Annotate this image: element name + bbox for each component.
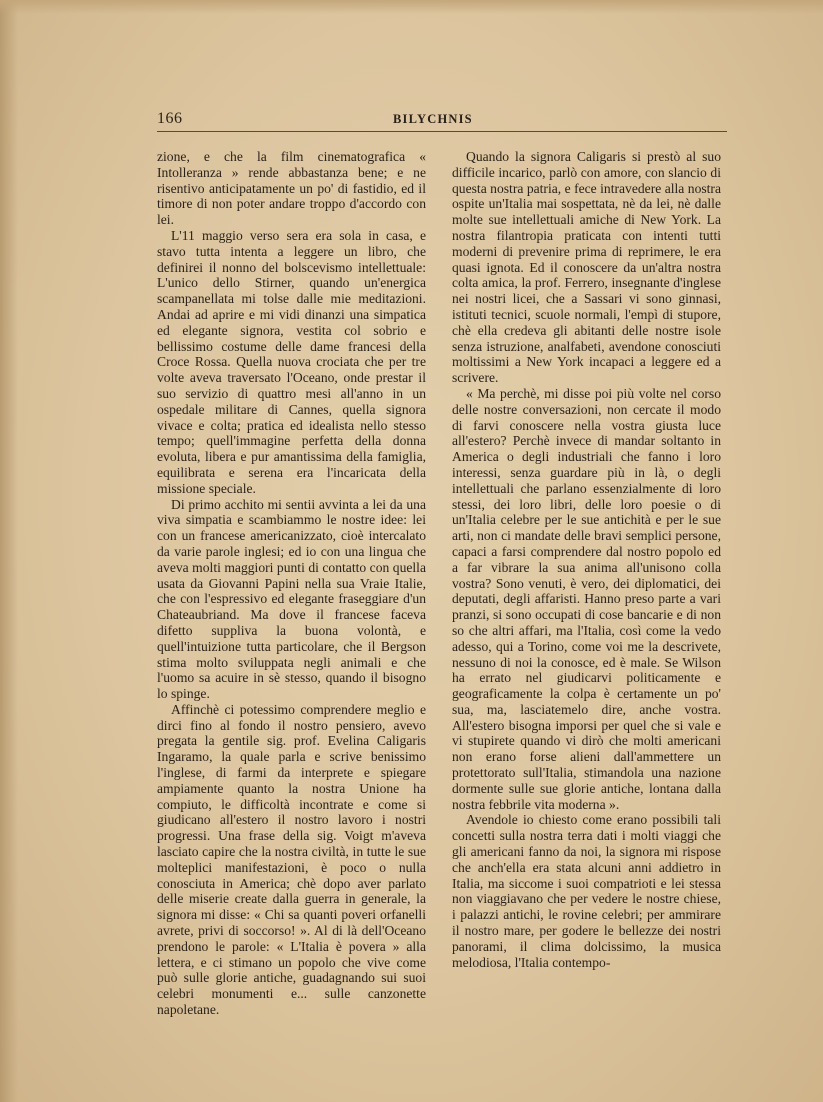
page-shadow-left (0, 0, 18, 1102)
paragraph: Quando la signora Caligaris si prestò al suo difficile incarico, parlò con amore, con slancio di questa nostra patria, e fece intravedere alla nostra ospite un'Italia mai sospettata, nè da lei, nè dalle molte sue intellettuali amiche di New York. La nostra filantropia praticata con intenti tutti moderni di prevenire prima di reprimere, le era quasi ignota. Ed il conoscere da un'altra nostra colta amica, la prof. Ferrero, insegnante d'inglese nei nostri licei, che a Sassari vi sono ginnasi, istituti tecnici, scuole normali, l'empì di stupore, chè ella credeva gli abitanti delle nostre isole senza istruzione, analfabeti, avendone conosciuti moltissimi a New York incapaci a leggere ed a scrivere. (452, 149, 721, 386)
paragraph: Di primo acchito mi sentii avvinta a lei da una viva simpatia e scambiammo le nostre idee: lei con un francese americanizzato, cioè intercalato da varie parole inglesi; ed io con una lingua che aveva molti maggiori punti di contatto con quella usata da Giovanni Papini nella sua Vraie Italie, che con l'espressivo ed elegante fraseggiare d'un Chateaubriand. Ma dove il francese faceva difetto suppliva la buona volontà, e quell'intuizione tutta particolare, che il Bergson stima molto sviluppata negli animali e che l'uomo sa acuire in sè stesso, quando il bisogno lo spinge. (157, 496, 426, 702)
page-header (157, 110, 727, 132)
paragraph: Avendole io chiesto come erano possibili tali concetti sulla nostra terra dati i molti viaggi che gli americani fanno da noi, la signora mi rispose che anch'ella era stata alcuni anni addietro in Italia, ma siccome i suoi compatrioti e lei stessa non viaggiavano che per vedere le nostre chiese, i palazzi antichi, le rovine celebri; per ammirare il nostro mare, per godere le bellezze dei nostri panorami, il clima dolcissimo, la musica melodiosa, l'Italia contempo- (452, 812, 721, 970)
left-column (157, 149, 426, 1018)
paragraph: Affinchè ci potessimo comprendere meglio e dirci fino al fondo il nostro pensiero, avevo pregata la gentile sig. prof. Evelina Caligaris Ingaramo, la quale parla e scrive benissimo l'inglese, di farmi da interprete e spiegare ampiamente quanto la nostra Unione ha compiuto, le difficoltà incontrate e come si giudicano all'estero il nostro lavoro i nostri progressi. Una frase della sig. Voigt m'aveva lasciato capire che la nostra civiltà, in tutte le sue molteplici manifestazioni, è poco o nulla conosciuta in America; chè dopo aver parlato delle miserie create dalla guerra in generale, la signora mi disse: « Chi sa quanti poveri orfanelli avrete, privi di soccorso! ». Al di là dell'Oceano prendono le parole: « L'Italia è povera » alla lettera, e ci stimano un popolo che vive come può sulle glorie antiche, guadagnando sui suoi celebri monumenti e... sulle canzonette napoletane. (157, 701, 426, 1018)
page-number: 166 (157, 110, 183, 127)
paragraph: zione, e che la film cinematografica « Intolleranza » rende abbastanza bene; e ne risentivo anticipatamente un po' di fastidio, ed il timore di non poter andare troppo d'accordo con lei. (157, 149, 426, 228)
paragraph: « Ma perchè, mi disse poi più volte nel corso delle nostre conversazioni, non cercate il modo di farvi conoscere nella vostra giusta luce all'estero? Perchè invece di mandar soltanto in America o degli industriali che fanno i loro interessi, senza guardare più in là, o degli intellettuali che parlano essenzialmente di loro stessi, dei loro libri, delle loro poesie o di un'Italia celebre per le sue antichità e per le sue arti, non ci mandate delle bravi semplici persone, capaci a farsi comprendere dal nostro popolo ed a far vibrare la sua anima all'unisono colla vostra? Sono venuti, è vero, dei diplomatici, dei deputati, degli affaristi. Hanno preso parte a vari pranzi, si sono occupati di cose bancarie e di non so che altri affari, ma l'Italia, così come la vedo adesso, qui a Torino, come voi me la descrivete, nessuno di noi la conosce, ed è male. Se Wilson ha errato nel giudicarvi politicamente e geograficamente la colpa è certamente un po' sua, ma, lasciatemelo dire, anche vostra. All'estero bisogna imporsi per quel che si vale e vi stupirete quando vi dirò che molti americani non erano forse alieni dall'ammettere un protettorato sull'Italia, stimandola una nazione dormente sulle sue glorie antiche, lontana dalla nostra febbrile vita moderna ». (452, 385, 721, 812)
running-title: BILYCHNIS (393, 112, 473, 126)
page-shadow-top (0, 0, 823, 14)
right-column (452, 149, 721, 970)
paragraph: L'11 maggio verso sera era sola in casa, e stavo tutta intenta a leggere un libro, che definirei il nonno del bolscevismo intellettuale: L'unico dello Stirner, quando un'energica scampanellata mi tolse dalle mie meditazioni. Andai ad aprire e mi vidi dinanzi una simpatica ed elegante signora, vestita col sobrio e bellissimo costume delle dame francesi della Croce Rossa. Quella nuova crociata che per tre volte aveva traversato l'Oceano, onde prestar il suo servizio di quattro mesi all'anno in un ospedale militare di Cannes, quella signora vivace e colta; pratica ed idealista nello stesso tempo; quell'immagine perfetta della donna evoluta, libera e pur amantissima della famiglia, equilibrata e serena era l'incaricata della missione speciale. (157, 227, 426, 496)
header-rule (157, 131, 727, 132)
